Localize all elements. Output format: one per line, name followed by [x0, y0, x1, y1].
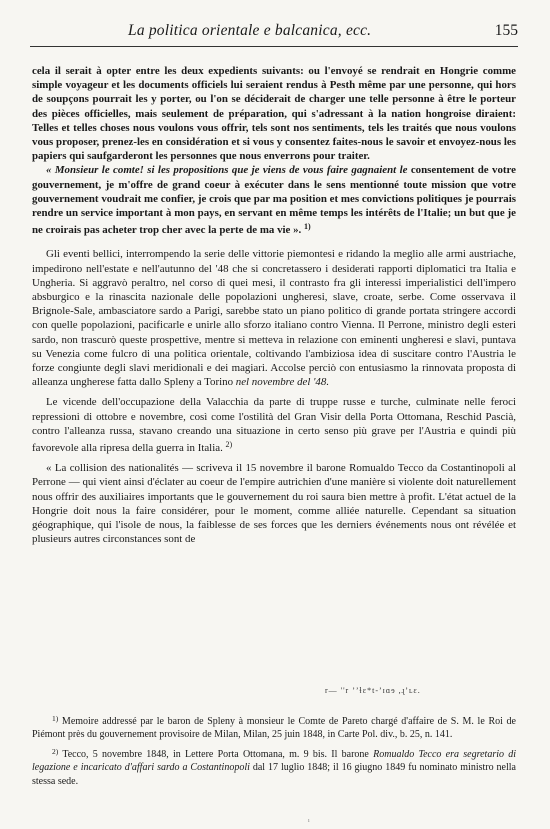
footnote-2: [32, 745, 516, 788]
paragraph-4-text: Le vicende dell'occupazione della Valacchia da parte di truppe russe e turche, culminate nelle feroci repressioni di ottobre e novembre, così come l'ostilità del Gran Visir della Porta Ottomana, Reschid Pascià, contro l'alleanza russa, stavano creando una situazione in certo senso più grave per l'Austria e quindi più favorevole alla ripresa della guerra in Italia.: [32, 396, 516, 455]
footnote-2-mark: 2): [52, 746, 59, 756]
footnote-2-text-a: Tecco, 5 novembre 1848, in Lettere Porta Ottomana, m. 9 bis. Il barone: [62, 748, 369, 760]
paragraph-2-italic: « Monsieur le comte! si les propositions que je viens de vous faire gagnaient le: [46, 164, 408, 177]
footnote-ref-1: 1): [304, 222, 311, 232]
main-text: [32, 64, 516, 547]
header-rule: [30, 46, 518, 47]
footnotes: [32, 712, 516, 788]
footnote-1: [32, 712, 516, 742]
footnote-2-text-b: dal 17 luglio 1848; il 16 giugno 1849 fu nominato ministro nella stessa sede.: [32, 762, 516, 787]
page-header: [30, 20, 518, 42]
paragraph-3: [32, 247, 516, 389]
footnote-1-text: Memoire addressé par le baron de Spleny à monsieur le Comte de Pareto chargé d'affaire de S. M. le Roi de Piémont près du gouvernement provisoire de Milan, Milan, 25 juin 1848, in Carte Pol. div., b. 25, n. 141.: [32, 716, 516, 741]
paragraph-2-rest: consentement de votre gouvernement, je m'offre de grand coeur à exécuter dans le sens mentionné toute mission que votre gouvernement voudrait me confier, je crois que par ma position et mes convictions politiques je pourrais rendre un service important à mon pays, en servant en même temps les intérêts de l'Italie; un but que je ne croirais pas acheter trop cher avec la perte de ma vie ».: [32, 164, 516, 237]
footnote-2-italic: Romualdo Tecco era segretario di legazione e incaricato d'affari sardo a Costantinopoli: [32, 748, 517, 774]
garbled-print-line: r— ''r ʼʼɬɛ*t-ʼɪɑɘ ,ɻʼʟɛ.: [325, 686, 421, 695]
paragraph-4: [32, 395, 516, 455]
paragraph-2: [32, 163, 516, 237]
paragraph-3-italic: nel novembre del '48.: [235, 376, 330, 389]
paragraph-5: « La collision des nationalités — scriveva il 15 novembre il barone Romualdo Tecco da Costantinopoli al Perrone — qui vient ainsi d'éclater au coeur de l'empire autrichien d'une manière si violente doit naturellement nous offrir des auxiliaires importants que le gouvernement du roi saura bien mettre à profit. L'état actuel de la Hongrie doit nous la faire considérer, pour le moment, comme alliée naturelle. Cependant sa situation géographique, qui l'isole de nous, la faiblesse de ses forces que les derniers événements nous ont révélée et plusieurs autres circonstances sont de: [32, 462, 516, 546]
running-title: La politica orientale e balcanica, ecc.: [128, 22, 372, 39]
paragraph-1: cela il serait à opter entre les deux expedients suivants: ou l'envoyé se rendrait en Hongrie comme simple voyageur et les documents officiels lui seraient rendus à Pesth même par une personne, qui hors de soupçons pourrait les y porter, ou l'on se déciderait de charger une telle personne à être le porteur des pièces officielles, mais seulement de préparation, qui s'adressant à la nation hongroise diraient: Telles et telles choses nous voulons vous offrir, tels sont nos sentiments, tels les traités que nous voulons vous proposer, prenez-les en considération et si vous y consentez faites-nous le savoir et envoyez-nous les papiers qui saufgarderont les personnes que nous enverrons pour traiter.: [32, 65, 516, 163]
footnote-1-mark: 1): [52, 714, 59, 723]
footnote-ref-2: 2): [225, 440, 233, 450]
bottom-print-mark: ı: [308, 818, 310, 824]
page-number: 155: [494, 22, 518, 39]
paragraph-3-main: Gli eventi bellici, interrompendo la serie delle vittorie piemontesi e ridando la meglio alle armi austriache, impedirono nell'estate e nell'autunno del '48 che si concretassero i desiderati rapporti diplomatici tra Italia e Ungheria. Si aggravò peraltro, nel corso di quei mesi, il contrasto fra gli interessi imperialistici dell'impero absburgico e la rinascita nazionale delle popolazioni ungheresi, slave, croate, serbe. Come osservava il Brignole-Sale, ambasciatore sardo a Parigi, sarebbe stato un piano politico di grande portata stringere accordi con quelle popolazioni, pacificarle e unirle allo sforzo italiano contro Vienna. Il Perrone, ministro degli esteri sardo, non trascurò queste prospettive, mentre si metteva in relazione con eminenti ungheresi e slavi, puntava su Venezia come fulcro di una politica orientale, coltivando l'ambiziosa idea di suscitare contro l'Austria le forze congiunte degli slavi meridionali e dei magiari. Accolse perciò con entusiasmo la rinnovata proposta di alleanza ungherese fatta dallo Spleny a Torino: [32, 248, 516, 389]
